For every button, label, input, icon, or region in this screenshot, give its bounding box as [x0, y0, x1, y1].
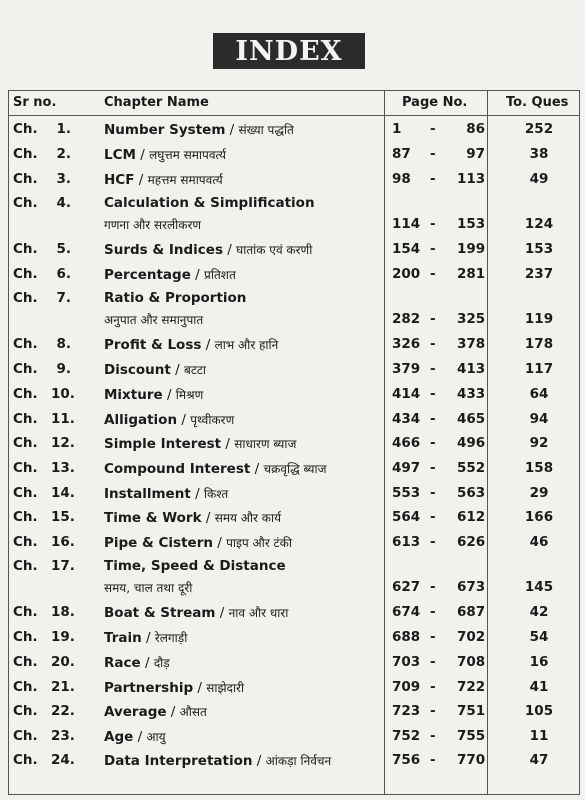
chapter-name-english: Simple Interest: [104, 436, 222, 452]
chapter-name: [104, 411, 234, 428]
chapter-name: [104, 361, 206, 378]
page-range-dash: -: [430, 386, 436, 402]
page-end: 378: [457, 336, 486, 352]
chapter-name-hindi: लघुत्तम समापवर्त्य: [149, 148, 226, 162]
name-separator: /: [177, 412, 191, 428]
chapter-number: 14.: [51, 485, 75, 501]
chapter-name: [104, 485, 228, 502]
chapter-prefix: Ch.: [13, 679, 38, 695]
chapter-prefix: Ch.: [13, 336, 38, 352]
table-row: [9, 121, 579, 143]
chapter-name: [104, 752, 331, 769]
name-separator: /: [166, 704, 180, 720]
page-range-dash: -: [430, 411, 436, 427]
page-end: 770: [457, 752, 486, 768]
total-questions: 178: [524, 336, 554, 352]
chapter-name-english: Profit & Loss: [104, 337, 202, 353]
chapter-number: 9.: [56, 361, 71, 377]
name-separator: /: [141, 630, 155, 646]
chapter-number: 24.: [51, 752, 75, 768]
index-table: [8, 90, 580, 795]
chapter-name: [104, 534, 292, 551]
page-range-dash: -: [430, 485, 436, 501]
table-row: [9, 485, 579, 507]
chapter-number: 17.: [51, 558, 75, 574]
chapter-name: [104, 266, 236, 283]
chapter-name: [104, 509, 281, 526]
chapter-name-english: Surds & Indices: [104, 242, 223, 258]
page-start: 497: [392, 460, 421, 476]
chapter-name: [104, 728, 166, 745]
table-row: [9, 336, 579, 358]
page-range-dash: -: [430, 460, 436, 476]
name-separator: /: [225, 122, 239, 138]
page-start: 282: [392, 311, 421, 327]
page-end: 687: [457, 604, 486, 620]
chapter-prefix: Ch.: [13, 121, 38, 137]
page-range-dash: -: [430, 121, 436, 137]
chapter-name: [104, 336, 278, 353]
table-row: [9, 241, 579, 263]
chapter-number: 8.: [56, 336, 71, 352]
chapter-name-hindi: साधारण ब्याज: [234, 437, 297, 451]
chapter-name-hindi: किश्त: [203, 487, 229, 501]
chapter-name-hindi: रेलगाड़ी: [154, 631, 188, 645]
chapter-name-hindi: लाभ और हानि: [214, 338, 279, 352]
chapter-number: 16.: [51, 534, 75, 550]
page-end: 708: [457, 654, 486, 670]
chapter-prefix: Ch.: [13, 386, 38, 402]
chapter-prefix: Ch.: [13, 558, 38, 574]
name-separator: /: [133, 729, 147, 745]
page-range-dash: -: [430, 241, 436, 257]
page-end: 153: [457, 216, 486, 232]
chapter-number: 2.: [56, 146, 71, 162]
name-separator: /: [170, 362, 184, 378]
name-separator: /: [134, 172, 148, 188]
page-start: 414: [392, 386, 421, 402]
name-separator: /: [250, 461, 264, 477]
chapter-name: [104, 290, 246, 306]
name-separator: /: [135, 147, 150, 163]
chapter-name-english: Time, Speed & Distance: [104, 558, 286, 574]
table-row: [9, 679, 579, 701]
chapter-name: [104, 195, 315, 211]
chapter-name-english: Ratio & Proportion: [104, 290, 247, 306]
total-questions: 105: [524, 703, 554, 719]
total-questions: 145: [524, 579, 554, 595]
header-chapter-name: Chapter Name: [104, 95, 209, 110]
index-title: INDEX: [235, 35, 343, 67]
table-row: [9, 703, 579, 725]
chapter-name-hindi: संख्या पद्धति: [238, 123, 294, 137]
total-questions: 41: [529, 679, 549, 695]
total-questions: 153: [524, 241, 554, 257]
chapter-name-hindi: प्रतिशत: [204, 268, 236, 282]
chapter-name: [104, 703, 207, 720]
name-separator: /: [215, 605, 229, 621]
name-separator: /: [201, 510, 215, 526]
table-row: [9, 534, 579, 556]
chapter-name-hindi: पृथ्वीकरण: [190, 413, 235, 427]
table-row: [9, 290, 579, 334]
chapter-name-hindi: आयु: [146, 730, 166, 744]
table-row: [9, 195, 579, 239]
total-questions: 94: [529, 411, 549, 427]
chapter-prefix: Ch.: [13, 460, 38, 476]
chapter-name-english: Pipe & Cistern: [104, 535, 213, 551]
name-separator: /: [190, 486, 204, 502]
chapter-name-hindi: औसत: [179, 705, 207, 719]
table-row: [9, 266, 579, 288]
chapter-name-hindi: गणना और सरलीकरण: [104, 218, 202, 232]
table-row: [9, 361, 579, 383]
page-start: 154: [392, 241, 421, 257]
name-separator: /: [212, 535, 227, 551]
chapter-name-hindi: दौड़: [153, 656, 170, 670]
table-row: [9, 654, 579, 676]
chapter-prefix: Ch.: [13, 534, 38, 550]
chapter-name-english: LCM: [104, 147, 136, 163]
page-end: 722: [457, 679, 486, 695]
chapter-prefix: Ch.: [13, 290, 38, 306]
page-end: 433: [457, 386, 486, 402]
chapter-name-hindi: आंकड़ा निर्वचन: [265, 754, 332, 768]
table-row: [9, 752, 579, 774]
chapter-name: [104, 386, 203, 403]
chapter-name: [104, 629, 187, 646]
chapter-name: [104, 146, 226, 163]
page-end: 97: [466, 146, 485, 162]
chapter-name-english: Age: [104, 729, 134, 745]
chapter-number: 5.: [56, 241, 71, 257]
page-range-dash: -: [430, 146, 436, 162]
total-questions: 16: [529, 654, 549, 670]
chapter-number: 19.: [51, 629, 75, 645]
chapter-name: [104, 435, 296, 452]
page-range-dash: -: [430, 509, 436, 525]
chapter-prefix: Ch.: [13, 171, 38, 187]
total-questions: 54: [529, 629, 549, 645]
chapter-number: 23.: [51, 728, 75, 744]
page-end: 465: [457, 411, 486, 427]
chapter-name-english: Discount: [104, 362, 171, 378]
page-start: 703: [392, 654, 421, 670]
page-range-dash: -: [430, 604, 436, 620]
chapter-name-hindi: नाव और धारा: [228, 606, 289, 620]
page-start: 1: [392, 121, 402, 137]
chapter-prefix: Ch.: [13, 604, 38, 620]
page-start: 98: [392, 171, 411, 187]
chapter-name-english: Calculation & Simplification: [104, 195, 315, 211]
page-range-dash: -: [430, 534, 436, 550]
page-end: 281: [457, 266, 486, 282]
table-row: [9, 386, 579, 408]
page-range-dash: -: [430, 266, 436, 282]
page-range-dash: -: [430, 361, 436, 377]
page-end: 496: [457, 435, 486, 451]
page-start: 564: [392, 509, 421, 525]
total-questions: 11: [529, 728, 549, 744]
page-range-dash: -: [430, 679, 436, 695]
chapter-name-hindi: साझेदारी: [206, 681, 245, 695]
total-questions: 46: [529, 534, 549, 550]
chapter-name-english: Average: [104, 704, 167, 720]
chapter-name-english: Compound Interest: [104, 461, 251, 477]
chapter-name: [104, 460, 326, 477]
header-divider: [9, 115, 579, 116]
page-start: 379: [392, 361, 421, 377]
name-separator: /: [252, 753, 266, 769]
page-end: 612: [457, 509, 486, 525]
header-total-questions: To. Ques: [506, 95, 569, 110]
table-row: [9, 146, 579, 168]
table-row: [9, 728, 579, 750]
table-row: [9, 460, 579, 482]
chapter-number: 10.: [51, 386, 75, 402]
chapter-prefix: Ch.: [13, 266, 38, 282]
chapter-prefix: Ch.: [13, 241, 38, 257]
page-range-dash: -: [430, 629, 436, 645]
chapter-prefix: Ch.: [13, 411, 38, 427]
page-range-dash: -: [430, 703, 436, 719]
page-range-dash: -: [430, 654, 436, 670]
page-range-dash: -: [430, 311, 436, 327]
page-start: 613: [392, 534, 421, 550]
header-srno: Sr no.: [13, 95, 57, 110]
chapter-name: [104, 679, 244, 696]
chapter-prefix: Ch.: [13, 195, 38, 211]
chapter-name: [104, 121, 294, 138]
chapter-name-english: Number System: [104, 122, 226, 138]
chapter-number: 15.: [51, 509, 75, 525]
name-separator: /: [140, 655, 154, 671]
chapter-number: 11.: [51, 411, 75, 427]
page-start: 752: [392, 728, 421, 744]
chapter-name-english: Time & Work: [104, 510, 202, 526]
chapter-name-hindi: समय और कार्य: [214, 511, 282, 525]
chapter-prefix: Ch.: [13, 361, 38, 377]
table-row: [9, 629, 579, 651]
chapter-number: 20.: [51, 654, 75, 670]
chapter-prefix: Ch.: [13, 703, 38, 719]
chapter-number: 4.: [56, 195, 71, 211]
total-questions: 29: [529, 485, 549, 501]
page-start: 434: [392, 411, 421, 427]
page-start: 688: [392, 629, 421, 645]
chapter-name-hindi: चक्रवृद्धि ब्याज: [263, 462, 327, 476]
table-row: [9, 171, 579, 193]
name-separator: /: [221, 436, 235, 452]
chapter-name-english: Boat & Stream: [104, 605, 216, 621]
total-questions: 42: [529, 604, 549, 620]
page-start: 553: [392, 485, 421, 501]
page-end: 413: [457, 361, 486, 377]
chapter-name-hindi: पाइप और टंकी: [226, 536, 292, 550]
chapter-prefix: Ch.: [13, 752, 38, 768]
table-row: [9, 509, 579, 531]
total-questions: 158: [524, 460, 554, 476]
chapter-number: 18.: [51, 604, 75, 620]
chapter-number: 6.: [56, 266, 71, 282]
chapter-prefix: Ch.: [13, 728, 38, 744]
page-start: 466: [392, 435, 421, 451]
chapter-name-hindi: घातांक एवं करणी: [236, 243, 313, 257]
page-start: 709: [392, 679, 421, 695]
page-end: 552: [457, 460, 486, 476]
total-questions: 38: [529, 146, 549, 162]
chapter-name-english: Train: [104, 630, 142, 646]
chapter-name-english: Race: [104, 655, 141, 671]
page-end: 325: [457, 311, 486, 327]
page-start: 674: [392, 604, 421, 620]
name-separator: /: [193, 680, 207, 696]
chapter-name: [104, 604, 288, 621]
chapter-name-english: Mixture: [104, 387, 163, 403]
page-range-dash: -: [430, 579, 436, 595]
page-range-dash: -: [430, 171, 436, 187]
chapter-number: 3.: [56, 171, 71, 187]
page-end: 751: [457, 703, 486, 719]
page-end: 702: [457, 629, 486, 645]
table-row: [9, 558, 579, 602]
page-end: 755: [457, 728, 486, 744]
page-start: 723: [392, 703, 421, 719]
chapter-name-hindi: महत्तम समापवर्त्य: [147, 173, 223, 187]
chapter-number: 12.: [51, 435, 75, 451]
table-row: [9, 435, 579, 457]
chapter-name-hindi: बटटा: [183, 363, 207, 377]
chapter-name: [104, 241, 312, 258]
chapter-prefix: Ch.: [13, 146, 38, 162]
index-title-band: [213, 33, 365, 69]
page-start: 114: [392, 216, 421, 232]
chapter-name-english: Partnership: [104, 680, 194, 696]
page-range-dash: -: [430, 435, 436, 451]
page-range-dash: -: [430, 216, 436, 232]
name-separator: /: [201, 337, 215, 353]
chapter-name-english: Installment: [104, 486, 191, 502]
chapter-name: [104, 654, 170, 671]
total-questions: 166: [524, 509, 554, 525]
page-range-dash: -: [430, 336, 436, 352]
chapter-number: 21.: [51, 679, 75, 695]
total-questions: 237: [524, 266, 554, 282]
page-end: 673: [457, 579, 486, 595]
chapter-name-english: Alligation: [104, 412, 178, 428]
chapter-prefix: Ch.: [13, 629, 38, 645]
chapter-number: 7.: [56, 290, 71, 306]
total-questions: 64: [529, 386, 549, 402]
page-end: 563: [457, 485, 486, 501]
total-questions: 49: [529, 171, 549, 187]
page-range-dash: -: [430, 728, 436, 744]
total-questions: 92: [529, 435, 549, 451]
chapter-name: [104, 171, 223, 188]
chapter-name: [104, 558, 286, 574]
page-start: 756: [392, 752, 421, 768]
page-end: 86: [466, 121, 485, 137]
chapter-name-english: Data Interpretation: [104, 753, 253, 769]
chapter-name-hindi: मिश्रण: [175, 388, 204, 402]
chapter-prefix: Ch.: [13, 435, 38, 451]
name-separator: /: [162, 387, 176, 403]
chapter-name-english: Percentage: [104, 267, 191, 283]
total-questions: 47: [529, 752, 549, 768]
header-page-no: Page No.: [402, 95, 468, 110]
chapter-name-hindi: अनुपात और समानुपात: [104, 313, 204, 327]
name-separator: /: [222, 242, 237, 258]
page-end: 113: [457, 171, 486, 187]
page-start: 627: [392, 579, 421, 595]
page-range-dash: -: [430, 752, 436, 768]
total-questions: 124: [524, 216, 554, 232]
chapter-number: 1.: [56, 121, 71, 137]
page-start: 87: [392, 146, 411, 162]
chapter-number: 13.: [51, 460, 75, 476]
total-questions: 117: [524, 361, 554, 377]
page-start: 200: [392, 266, 421, 282]
chapter-name-english: HCF: [104, 172, 135, 188]
page-end: 199: [457, 241, 486, 257]
page-end: 626: [457, 534, 486, 550]
total-questions: 119: [524, 311, 554, 327]
chapter-name-hindi: समय, चाल तथा दूरी: [104, 581, 193, 595]
chapter-prefix: Ch.: [13, 654, 38, 670]
chapter-number: 22.: [51, 703, 75, 719]
total-questions: 252: [524, 121, 554, 137]
chapter-prefix: Ch.: [13, 485, 38, 501]
page-start: 326: [392, 336, 421, 352]
chapter-prefix: Ch.: [13, 509, 38, 525]
table-row: [9, 411, 579, 433]
name-separator: /: [190, 267, 205, 283]
table-row: [9, 604, 579, 626]
